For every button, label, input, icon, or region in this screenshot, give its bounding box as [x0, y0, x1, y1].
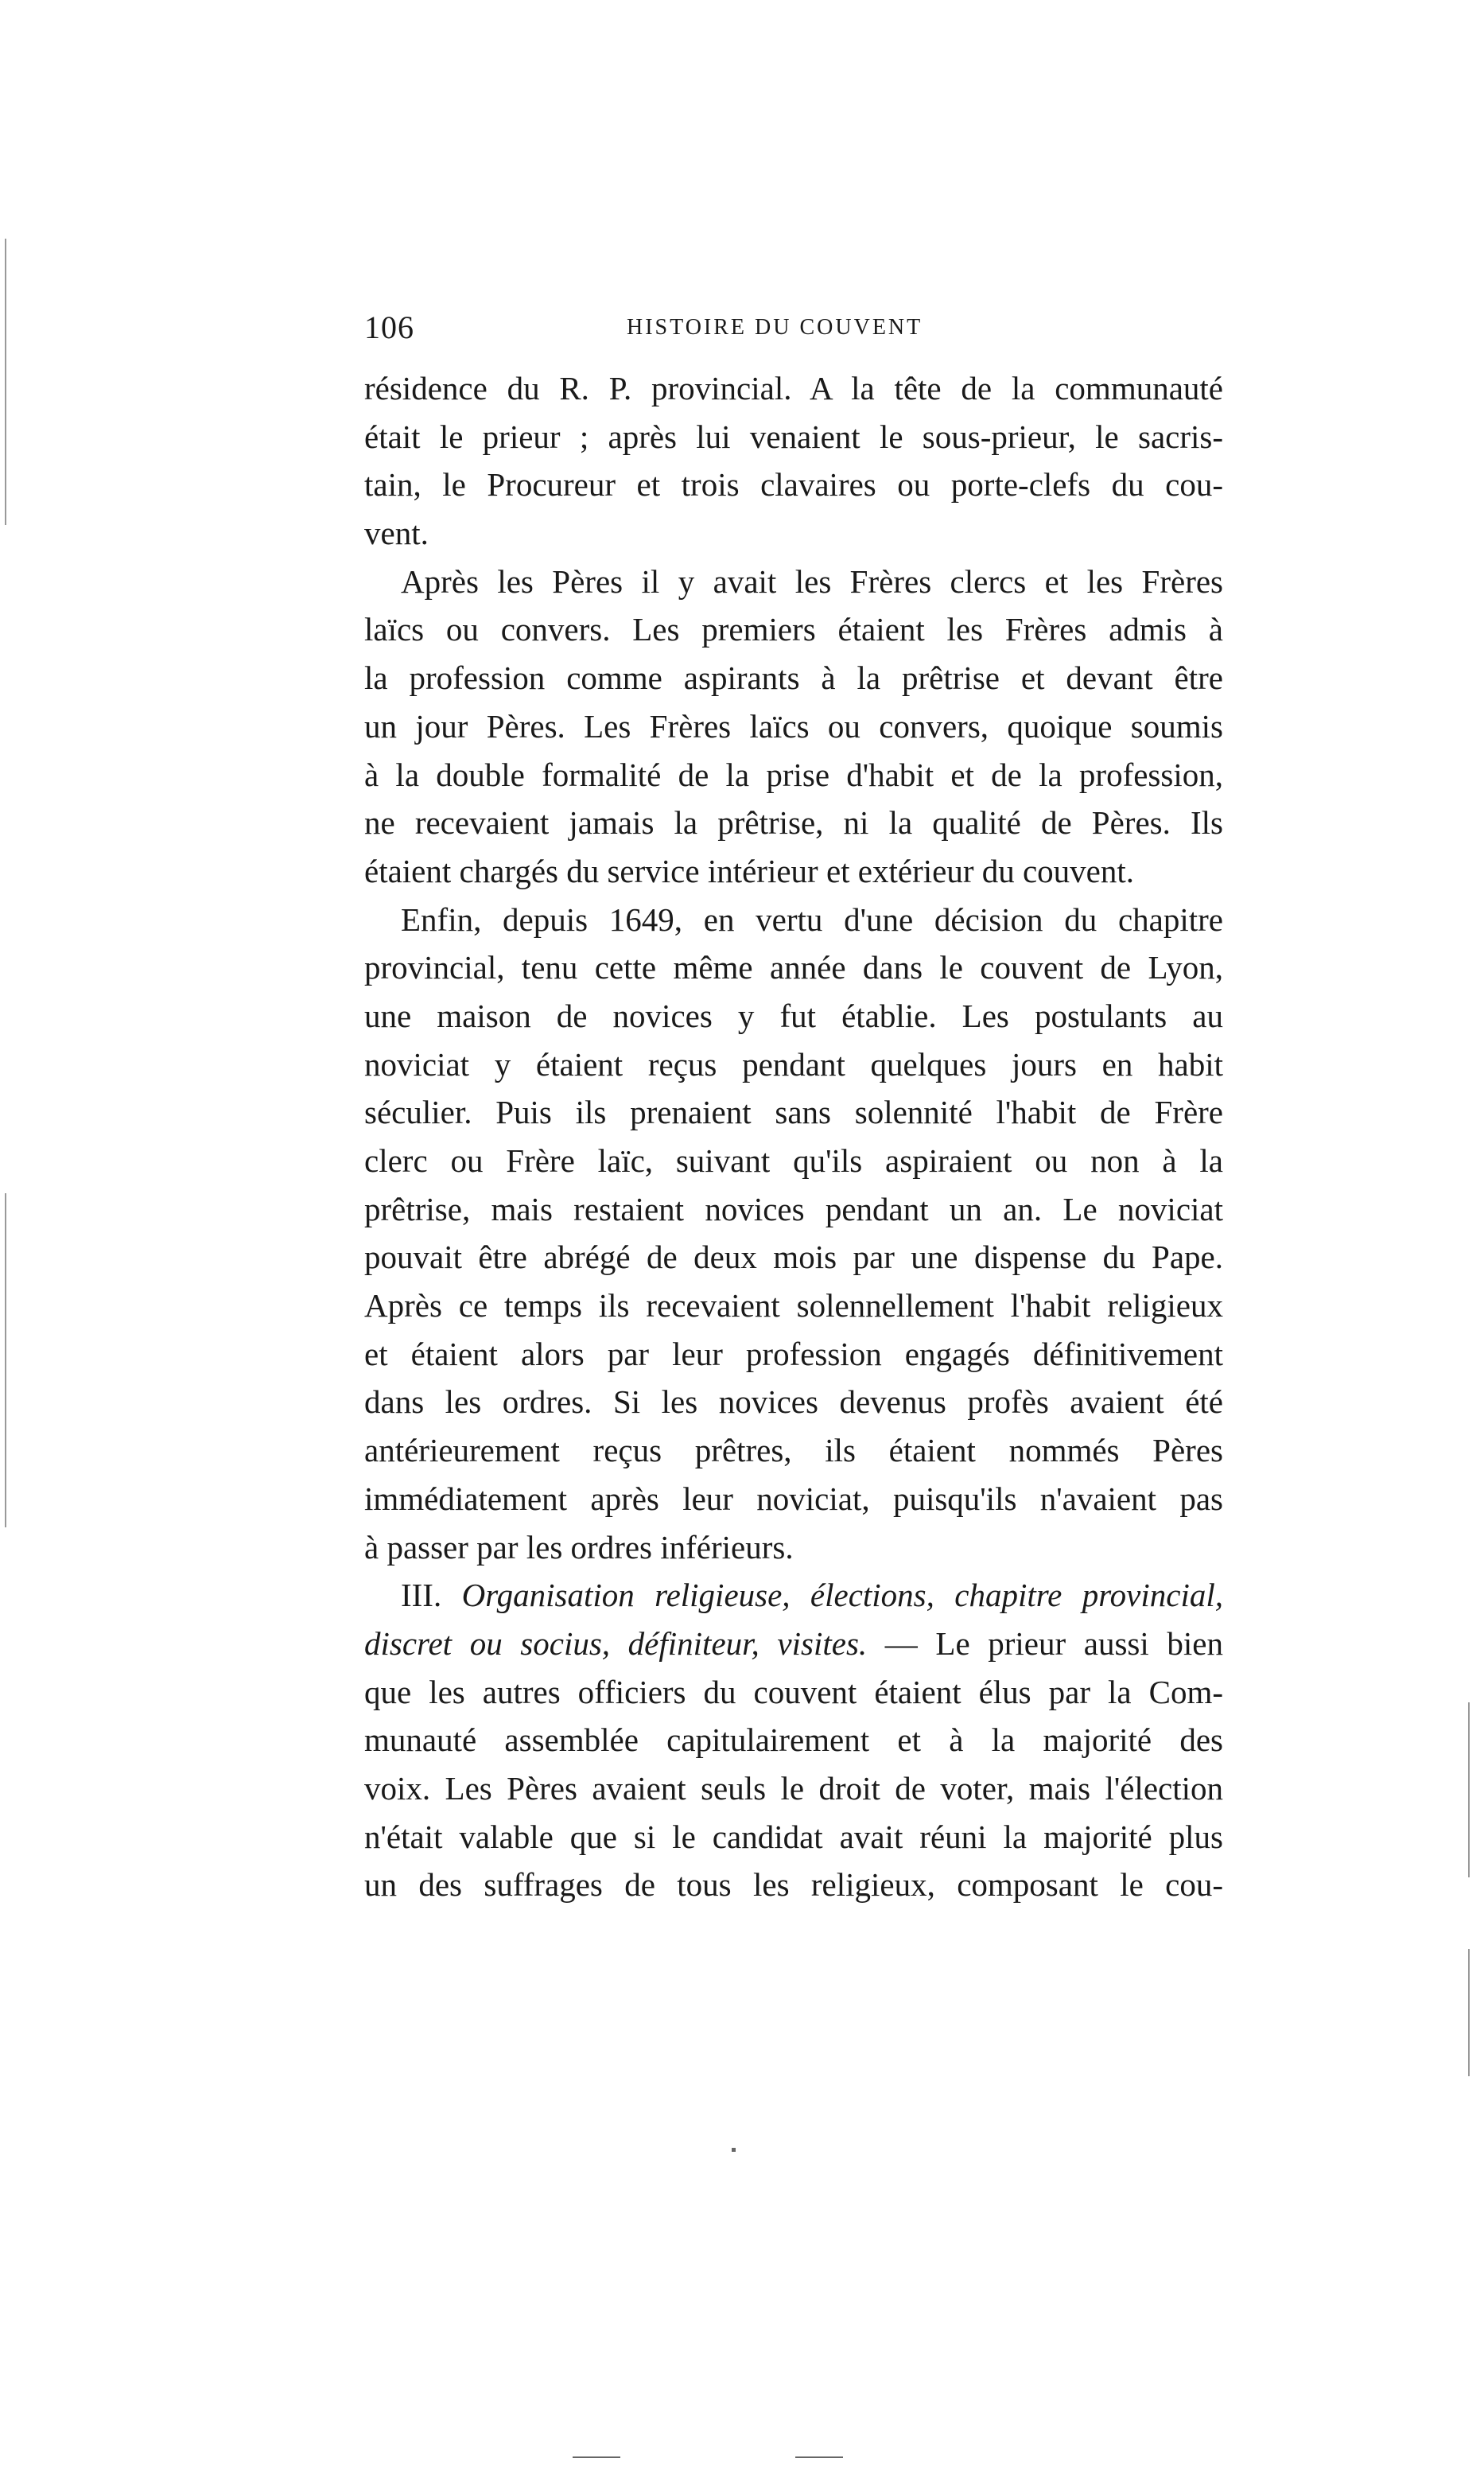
scan-edge-mark: [1468, 1702, 1470, 1877]
section-heading-line: [364, 1571, 1223, 1620]
text-line: pouvait être abrégé de deux mois par une dispense du Pape.: [364, 1239, 1223, 1276]
text-line: et étaient alors par leur profession engagés définitivement: [364, 1335, 1223, 1372]
scan-speck: [573, 2456, 620, 2458]
text-line: était le prieur ; après lui venaient le sous-prieur, le sacris-: [364, 418, 1223, 455]
scan-edge-mark: [5, 1193, 6, 1527]
text-line: munauté assemblée capitulairement et à la majorité des: [364, 1721, 1223, 1759]
section-heading-continued: discret ou socius, définiteur, visites.: [364, 1624, 868, 1662]
scan-speck: [732, 2148, 736, 2152]
paragraph-2: [364, 558, 1223, 896]
text-line: résidence du R. P. provincial. A la tête de la communauté: [364, 370, 1223, 406]
text-line: clerc ou Frère laïc, suivant qu'ils aspiraient ou non à la: [364, 1142, 1223, 1179]
text-line: tain, le Procureur et trois clavaires ou porte-clefs du cou-: [364, 466, 1223, 504]
text-line: la profession comme aspirants à la prêtrise et devant être: [364, 659, 1223, 697]
text-line: étaient chargés du service intérieur et extérieur du couvent.: [364, 852, 1135, 889]
paragraph-1: [364, 364, 1223, 558]
text-line: voix. Les Pères avaient seuls le droit de voter, mais l'élection: [364, 1769, 1223, 1807]
text-line: séculier. Puis ils prenaient sans solennité l'habit de Frère: [364, 1094, 1223, 1131]
running-title: HISTOIRE DU COUVENT: [627, 315, 923, 340]
scan-speck: [795, 2456, 843, 2458]
text-line: ne recevaient jamais la prêtrise, ni la qualité de Pères. Ils: [364, 804, 1223, 842]
section-number: III.: [401, 1577, 442, 1614]
text-line: un jour Pères. Les Frères laïcs ou convers, quoique soumis: [364, 707, 1223, 745]
text-line: dans les ordres. Si les novices devenus profès avaient été: [364, 1383, 1223, 1421]
paragraph-3: [364, 896, 1223, 1572]
page-header: [364, 304, 1223, 352]
text-line: Après ce temps ils recevaient solennellement l'habit religieux: [364, 1287, 1223, 1324]
text-line: un des suffrages de tous les religieux, composant le cou-: [364, 1866, 1223, 1904]
text-line: laïcs ou convers. Les premiers étaient les Frères admis à: [364, 611, 1223, 648]
section-heading-line: [364, 1620, 1223, 1668]
text-line: provincial, tenu cette même année dans le couvent de Lyon,: [364, 949, 1223, 986]
text-line: à la double formalité de la prise d'habit et de la profession,: [364, 756, 1223, 793]
text-line: antérieurement reçus prêtres, ils étaient nommés Pères: [364, 1432, 1223, 1469]
paragraph-4: [364, 1571, 1223, 1909]
text-line: une maison de novices y fut établie. Les postulants au: [364, 997, 1223, 1034]
scan-edge-mark: [5, 239, 6, 525]
text-line: vent.: [364, 515, 429, 552]
text-line: Enfin, depuis 1649, en vertu d'une décision du chapitre: [401, 900, 1223, 938]
text-fragment: — Le prieur aussi bien: [884, 1624, 1223, 1662]
text-line: prêtrise, mais restaient novices pendant un an. Le noviciat: [364, 1190, 1223, 1227]
text-line: noviciat y étaient reçus pendant quelques jours en habit: [364, 1045, 1223, 1083]
scan-edge-mark: [1468, 1949, 1470, 2076]
body-text: [364, 364, 1223, 1909]
text-line: Après les Pères il y avait les Frères clercs et les Frères: [401, 562, 1223, 600]
text-line: que les autres officiers du couvent étaient élus par la Com-: [364, 1673, 1223, 1710]
text-line: à passer par les ordres inférieurs.: [364, 1528, 794, 1566]
text-line: n'était valable que si le candidat avait réuni la majorité plus: [364, 1818, 1223, 1855]
section-heading: Organisation religieuse, élections, chapitre provincial,: [461, 1577, 1223, 1614]
text-line: immédiatement après leur noviciat, puisqu'ils n'avaient pas: [364, 1480, 1223, 1517]
page-number: 106: [364, 309, 414, 345]
